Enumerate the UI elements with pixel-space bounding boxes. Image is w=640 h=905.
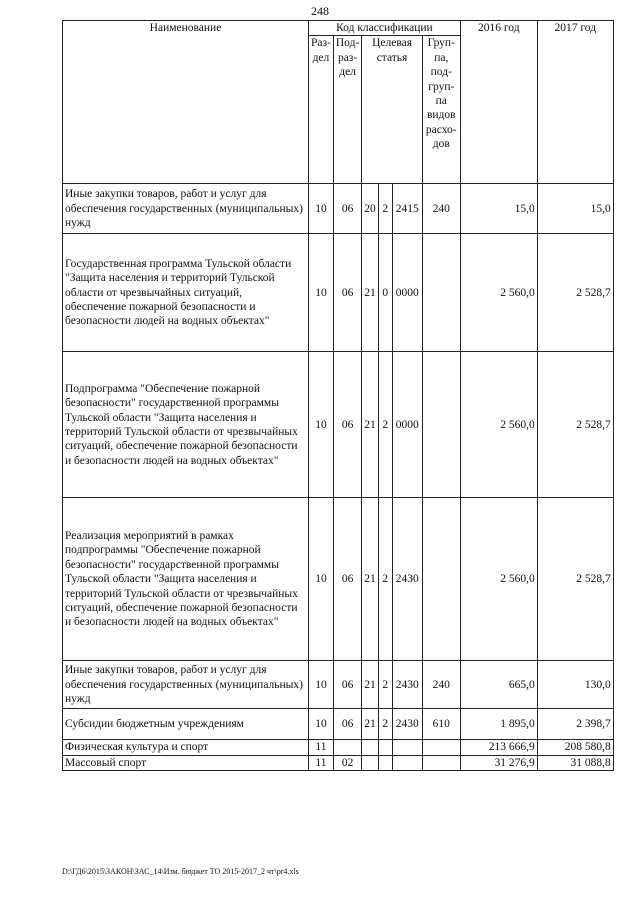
row-section: 10 — [309, 184, 334, 234]
row-section: 11 — [309, 755, 334, 770]
row-target-1: 21 — [362, 661, 379, 709]
row-target-2 — [378, 755, 392, 770]
row-name: Субсидии бюджетным учреждениям — [63, 709, 309, 740]
table-row — [63, 709, 614, 740]
row-2017: 2 528,7 — [537, 352, 613, 498]
row-subsection: 06 — [333, 234, 361, 352]
row-target-3: 2430 — [392, 709, 422, 740]
row-target-2: 2 — [378, 352, 392, 498]
header-2017: 2017 год — [537, 21, 613, 184]
row-section: 10 — [309, 709, 334, 740]
row-target-3: 2430 — [392, 498, 422, 661]
row-subsection: 06 — [333, 661, 361, 709]
table-row — [63, 661, 614, 709]
row-name: Реализация мероприятий в рамках подпрограммы "Обеспечение пожарной безопасности" государственной программы Тульской области "Защита населения и территорий Тульской области от чрезвычайных ситуаций, обеспечение пожарной безопасности и безопасности людей на водных объектах" — [63, 498, 309, 661]
row-target-1: 21 — [362, 234, 379, 352]
row-expense-group — [422, 498, 460, 661]
table-row — [63, 184, 614, 234]
row-target-2: 0 — [378, 234, 392, 352]
row-2017: 208 580,8 — [537, 740, 613, 755]
header-classification: Код классификации — [309, 21, 461, 36]
header-section: Раз-дел — [309, 36, 334, 184]
header-subsection: Под-раз-дел — [333, 36, 361, 184]
row-2017: 15,0 — [537, 184, 613, 234]
row-target-2: 2 — [378, 709, 392, 740]
row-target-3: 2415 — [392, 184, 422, 234]
row-2017: 31 088,8 — [537, 755, 613, 770]
row-subsection: 06 — [333, 184, 361, 234]
row-section: 10 — [309, 661, 334, 709]
row-name: Иные закупки товаров, работ и услуг для обеспечения государственных (муниципальных) нужд — [63, 661, 309, 709]
row-target-1: 20 — [362, 184, 379, 234]
row-expense-group: 610 — [422, 709, 460, 740]
row-name: Массовый спорт — [63, 755, 309, 770]
row-2016: 2 560,0 — [460, 234, 537, 352]
row-expense-group: 240 — [422, 661, 460, 709]
table-row — [63, 755, 614, 770]
row-expense-group — [422, 740, 460, 755]
row-section: 10 — [309, 352, 334, 498]
row-target-2: 2 — [378, 661, 392, 709]
row-target-2: 2 — [378, 498, 392, 661]
row-subsection — [333, 740, 361, 755]
row-target-3: 0000 — [392, 234, 422, 352]
header-target-article: Целевая статья — [362, 36, 423, 184]
row-2016: 31 276,9 — [460, 755, 537, 770]
row-expense-group: 240 — [422, 184, 460, 234]
row-target-1 — [362, 740, 379, 755]
page-number: 248 — [311, 4, 329, 18]
row-target-2: 2 — [378, 184, 392, 234]
row-2016: 15,0 — [460, 184, 537, 234]
row-name: Иные закупки товаров, работ и услуг для обеспечения государственных (муниципальных) нужд — [63, 184, 309, 234]
row-expense-group — [422, 234, 460, 352]
row-target-3: 2430 — [392, 661, 422, 709]
row-2017: 2 528,7 — [537, 234, 613, 352]
row-section: 11 — [309, 740, 334, 755]
row-target-1: 21 — [362, 709, 379, 740]
row-subsection: 02 — [333, 755, 361, 770]
row-subsection: 06 — [333, 352, 361, 498]
row-target-3 — [392, 755, 422, 770]
table-row — [63, 352, 614, 498]
header-2016: 2016 год — [460, 21, 537, 184]
table-row — [63, 740, 614, 755]
row-subsection: 06 — [333, 709, 361, 740]
row-2016: 213 666,9 — [460, 740, 537, 755]
row-name: Государственная программа Тульской области "Защита населения и территорий Тульской области от чрезвычайных ситуаций, обеспечение пожарной безопасности и безопасности людей на водных объектах" — [63, 234, 309, 352]
row-expense-group — [422, 755, 460, 770]
file-path-footer: D:\ГД6\2015\ЗАКОН\ЗАС_14\Изм. бюджет ТО 2015-2017_2 чт\pr4.xls — [62, 867, 299, 876]
row-2017: 2 528,7 — [537, 498, 613, 661]
row-name: Физическая культура и спорт — [63, 740, 309, 755]
row-2017: 2 398,7 — [537, 709, 613, 740]
header-name: Наименование — [63, 21, 309, 184]
row-2017: 130,0 — [537, 661, 613, 709]
row-target-3: 0000 — [392, 352, 422, 498]
table-row — [63, 498, 614, 661]
row-2016: 665,0 — [460, 661, 537, 709]
row-2016: 1 895,0 — [460, 709, 537, 740]
row-expense-group — [422, 352, 460, 498]
budget-table — [62, 20, 614, 771]
row-name: Подпрограмма "Обеспечение пожарной безопасности" государственной программы Тульской области "Защита населения и территорий Тульской области от чрезвычайных ситуаций, обеспечение пожарной безопасности и безопасности людей на водных объектах" — [63, 352, 309, 498]
row-section: 10 — [309, 234, 334, 352]
table-row — [63, 234, 614, 352]
row-2016: 2 560,0 — [460, 498, 537, 661]
row-target-1 — [362, 755, 379, 770]
row-target-1: 21 — [362, 498, 379, 661]
row-target-1: 21 — [362, 352, 379, 498]
row-2016: 2 560,0 — [460, 352, 537, 498]
row-target-2 — [378, 740, 392, 755]
row-target-3 — [392, 740, 422, 755]
row-section: 10 — [309, 498, 334, 661]
row-subsection: 06 — [333, 498, 361, 661]
header-expense-group: Груп-па, под-груп-па видов расхо-дов — [422, 36, 460, 184]
